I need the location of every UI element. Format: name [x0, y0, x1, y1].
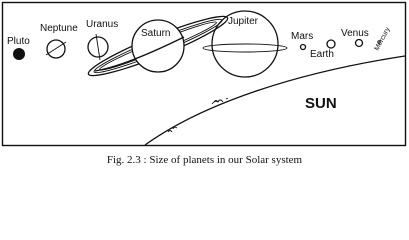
- mercury-label: Mercury: [373, 26, 392, 52]
- pluto-planet: [13, 48, 25, 60]
- mars-label: Mars: [291, 31, 314, 42]
- venus-label: Venus: [341, 28, 369, 39]
- jupiter-label: Jupiter: [228, 16, 259, 27]
- neptune-label: Neptune: [40, 23, 78, 34]
- earth-label: Earth: [310, 49, 334, 60]
- figure-caption: Fig. 2.3 : Size of planets in our Solar system: [106, 154, 303, 166]
- sun-label: SUN: [305, 95, 337, 112]
- uranus-label: Uranus: [86, 19, 119, 30]
- saturn-label: Saturn: [141, 28, 171, 39]
- pluto-label: Pluto: [7, 36, 30, 47]
